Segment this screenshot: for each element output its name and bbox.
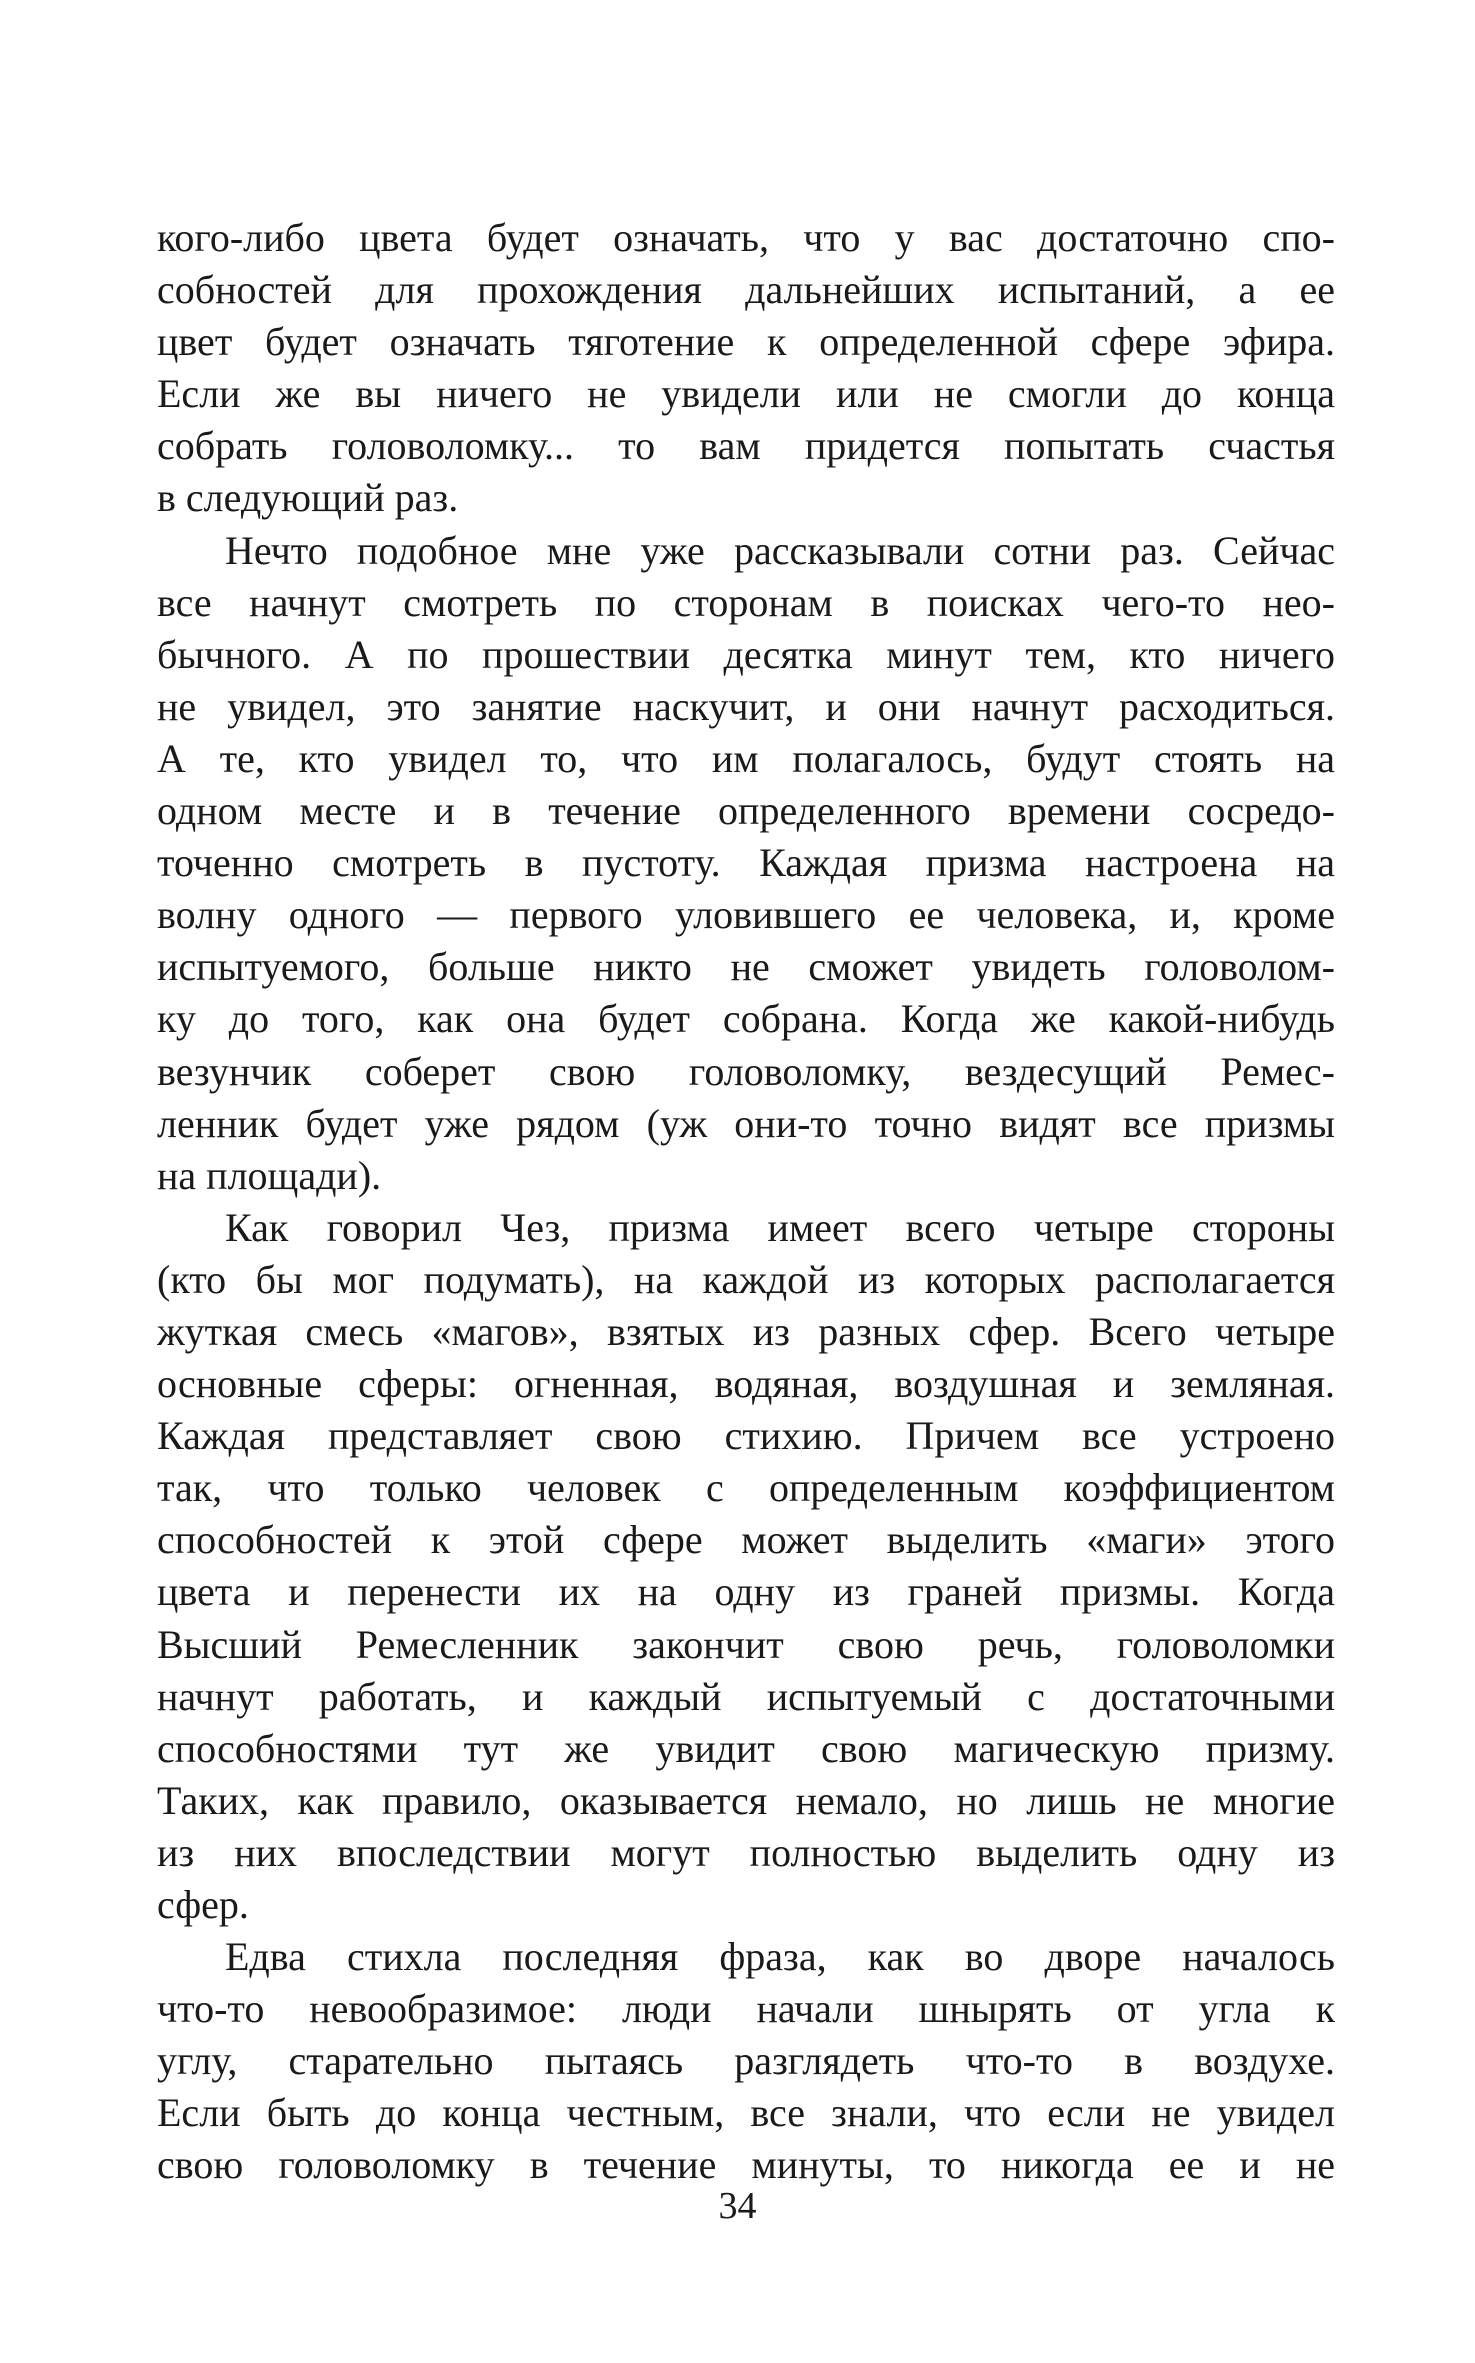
text-line: собностей для прохождения дальнейших испытаний, а ее xyxy=(157,267,1335,313)
text-line: Каждая представляет свою стихию. Причем все устроено xyxy=(157,1413,1335,1459)
text-line: Таких, как правило, оказывается немало, но лишь не многие xyxy=(157,1777,1335,1823)
text-line: что-то невообразимое: люди начали шнырять от угла к xyxy=(157,1986,1335,2032)
text-line: собрать головоломку... то вам придется попытать счастья xyxy=(157,423,1335,469)
text-line: одном месте и в течение определенного времени сосредо- xyxy=(157,788,1335,834)
text-line: (кто бы мог подумать), на каждой из которых располагается xyxy=(157,1256,1335,1302)
text-line: основные сферы: огненная, водяная, воздушная и земляная. xyxy=(157,1361,1335,1407)
text-line: Если быть до конца честным, все знали, что если не увидел xyxy=(157,2090,1335,2136)
text-line: на площади). xyxy=(157,1152,382,1198)
text-line: ку до того, как она будет собрана. Когда же какой-нибудь xyxy=(157,996,1335,1042)
text-line: волну одного — первого уловившего ее человека, и, кроме xyxy=(157,892,1335,938)
text-line: Если же вы ничего не увидели или не смогли до конца xyxy=(157,371,1335,417)
paragraph-first-line: Нечто подобное мне уже рассказывали сотни раз. Сейчас xyxy=(225,527,1335,573)
text-line: способностей к этой сфере может выделить «маги» этого xyxy=(157,1517,1335,1563)
text-line: сфер. xyxy=(157,1882,249,1927)
text-line: цвет будет означать тяготение к определенной сфере эфира. xyxy=(157,319,1335,365)
page-number: 34 xyxy=(718,2185,757,2227)
text-line: жуткая смесь «магов», взятых из разных сфер. Всего четыре xyxy=(157,1308,1335,1354)
text-line: точенно смотреть в пустоту. Каждая призма настроена на xyxy=(157,840,1335,886)
text-line: везунчик соберет свою головоломку, вездесущий Ремес- xyxy=(157,1048,1335,1094)
text-line: все начнут смотреть по сторонам в поисках чего-то нео- xyxy=(157,579,1335,625)
text-line: испытуемого, больше никто не сможет увидеть головолом- xyxy=(157,944,1335,990)
text-line: из них впоследствии могут полностью выделить одну из xyxy=(157,1829,1335,1875)
text-line: так, что только человек с определенным коэффициентом xyxy=(157,1465,1335,1511)
body-text xyxy=(157,212,1335,2192)
text-line: начнут работать, и каждый испытуемый с достаточными xyxy=(157,1673,1335,1719)
paragraph-first-line: Едва стихла последняя фраза, как во дворе началось xyxy=(225,1934,1335,1980)
text-line: Высший Ремесленник закончит свою речь, головоломки xyxy=(157,1621,1335,1667)
text-line: углу, старательно пытаясь разглядеть что-то в воздухе. xyxy=(157,2038,1335,2084)
text-line: цвета и перенести их на одну из граней призмы. Когда xyxy=(157,1569,1335,1615)
text-line: А те, кто увидел то, что им полагалось, будут стоять на xyxy=(157,735,1335,781)
text-line: в следующий раз. xyxy=(157,475,459,521)
text-line: свою головоломку в течение минуты, то никогда ее и не xyxy=(157,2142,1335,2188)
text-line: способностями тут же увидит свою магическую призму. xyxy=(157,1725,1335,1771)
text-line: бычного. А по прошествии десятка минут тем, кто ничего xyxy=(157,631,1335,677)
paragraph-first-line: Как говорил Чез, призма имеет всего четыре стороны xyxy=(225,1204,1335,1250)
text-line: не увидел, это занятие наскучит, и они начнут расходиться. xyxy=(157,683,1335,729)
text-line: кого-либо цвета будет означать, что у вас достаточно спо- xyxy=(157,215,1335,260)
text-line: ленник будет уже рядом (уж они-то точно видят все призмы xyxy=(157,1100,1335,1146)
